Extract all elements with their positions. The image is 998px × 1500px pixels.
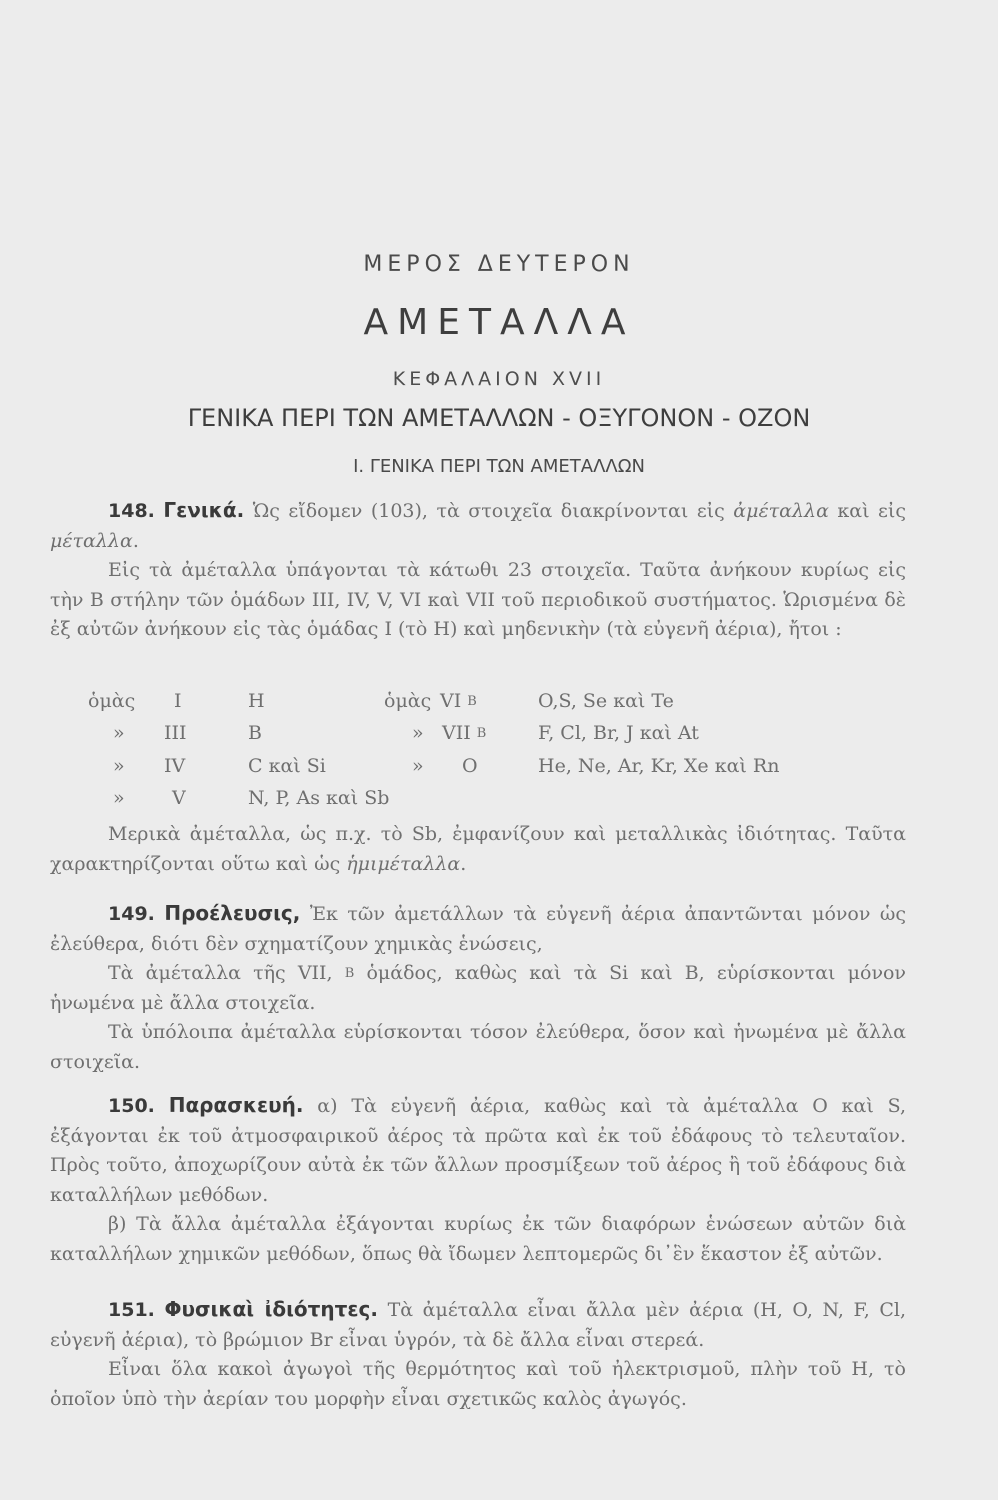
subgroup-letter: B	[344, 966, 355, 982]
paragraph-149-3: Τὰ ὑπόλοιπα ἀμέταλλα εὑρίσκονται τόσον ἐλεύθερα, ὅσον καὶ ἡνωμένα μὲ ἄλλα στοιχεῖα.	[50, 1021, 906, 1073]
section-148	[50, 496, 906, 645]
group-number: III	[164, 722, 187, 744]
paragraph-150-2: β) Τὰ ἄλλα ἀμέταλλα ἐξάγονται κυρίως ἐκ τῶν διαφόρων ἑνώσεων αὐτῶν διὰ καταλλήλων χημικῶν μεθόδων, ὅπως θὰ ἴδωμεν λεπτομερῶς δι᾿ἓν ἕκαστον ἐξ αὐτῶν.	[50, 1213, 906, 1265]
text: .	[460, 852, 467, 875]
chapter-title: ΓΕΝΙΚΑ ΠΕΡΙ ΤΩΝ ΑΜΕΤΑΛΛΩΝ - ΟΞΥΓΟΝΟΝ - ΟΖΟΝ	[187, 404, 811, 432]
main-title: ΑΜΕΤΑΛΛΑ	[363, 302, 635, 343]
paragraph-semimetals	[50, 820, 906, 879]
text: α) Τὰ εὐγενῆ ἀέρια, καθὼς καὶ τὰ ἀμέταλλα O καὶ S, ἐξάγονται ἐκ τοῦ ἀτμοσφαιρικοῦ ἀέρος τὰ πρῶτα καὶ ἐκ τοῦ ἐδάφους τὸ τελευταῖον. Πρὸς τοῦτο, ἀποχωρίζουν αὐτὰ ἐκ τῶν ἄλλων προσμίξεων τοῦ ἀέρος ἢ τοῦ ἐδάφους διὰ καταλλήλων μεθόδων.	[50, 1095, 906, 1206]
paragraph-text	[50, 820, 906, 879]
italic-term: μέταλλα	[50, 529, 133, 552]
paragraph-150-1	[50, 1091, 906, 1210]
text: καὶ εἰς	[828, 500, 906, 522]
text: .	[132, 529, 139, 552]
text: Τὰ ἀμέταλλα εἶναι ἄλλα μὲν ἀέρια (H, O, N, F, Cl, εὐγενῆ ἀέρια), τὸ βρώμιον Br εἶναι ὑγρόν, τὰ δὲ ἄλλα εἶναι στερεά.	[50, 1299, 906, 1351]
group-number: I	[174, 690, 182, 712]
section-150	[50, 1091, 906, 1270]
group-elements: N, P, As καὶ Sb	[248, 787, 390, 809]
section-title: Γενικά.	[163, 498, 245, 522]
group-label: »	[113, 755, 125, 777]
text: ὁμάδος, καθὼς καὶ τὰ Si καὶ B, εὑρίσκονται μόνον ἡνωμένα μὲ ἄλλα στοιχεῖα.	[50, 962, 906, 1014]
group-number	[442, 722, 486, 744]
paragraph-151-2: Εἶναι ὅλα κακοὶ ἀγωγοὶ τῆς θερμότητος καὶ τοῦ ἠλεκτρισμοῦ, πλὴν τοῦ H, τὸ ὁποῖον ὑπὸ τὴν ἀερίαν του μορφὴν εἶναι σχετικῶς καλὸς ἀγωγός.	[50, 1358, 906, 1410]
part-heading: ΜΕΡΟΣ ΔΕΥΤΕΡΟΝ	[363, 252, 635, 277]
group-number-text: VII	[442, 722, 471, 744]
section-heading: I. ΓΕΝΙΚΑ ΠΕΡΙ ΤΩΝ ΑΜΕΤΑΛΛΩΝ	[353, 456, 645, 477]
subgroup-letter: B	[476, 726, 487, 741]
group-number: O	[462, 755, 478, 777]
text: Ὡς εἴδομεν (103), τὰ στοιχεῖα διακρίνονται εἰς	[244, 500, 734, 522]
italic-term: ἡμιμέταλλα	[346, 852, 461, 875]
group-number	[440, 690, 477, 712]
section-number: 148.	[108, 500, 155, 522]
paragraph-148-1	[50, 496, 906, 556]
text: Ἐκ τῶν ἀμετάλλων τὰ εὐγενῆ ἀέρια ἀπαντῶνται μόνον ὡς ἐλεύθερα, διότι δὲν σχηματίζουν χημικὰς ἑνώσεις,	[50, 903, 907, 955]
group-number: IV	[164, 755, 186, 777]
group-label: »	[412, 722, 424, 744]
group-label: »	[412, 755, 424, 777]
group-elements: O,S, Se καὶ Te	[538, 690, 674, 712]
group-number: V	[172, 787, 186, 809]
text: Μερικὰ ἀμέταλλα, ὡς π.χ. τὸ Sb, ἐμφανίζουν καὶ μεταλλικὰς ἰδιότητας. Ταῦτα χαρακτηρίζονται οὕτω καὶ ὡς	[50, 823, 906, 875]
group-elements: He, Ne, Ar, Kr, Xe καὶ Rn	[538, 755, 780, 777]
group-label: »	[113, 722, 125, 744]
italic-term: ἀμέταλλα	[733, 500, 829, 522]
group-elements: F, Cl, Br, J καὶ At	[538, 722, 699, 744]
group-elements: C καὶ Si	[248, 755, 326, 777]
group-number-text: VI	[440, 690, 462, 712]
section-151	[50, 1295, 906, 1414]
group-label: ὁμὰς	[88, 690, 136, 712]
paragraph-151-1	[50, 1295, 906, 1355]
paragraph-148-2: Εἰς τὰ ἀμέταλλα ὑπάγονται τὰ κάτωθι 23 στοιχεῖα. Ταῦτα ἀνήκουν κυρίως εἰς τὴν Β στήλην τῶν ὁμάδων III, IV, V, VI καὶ VII τοῦ περιοδικοῦ συστήματος. Ὡρισμένα δὲ ἐξ αὐτῶν ἀνήκουν εἰς τὰς ὁμάδας I (τὸ Η) καὶ μηδενικὴν (τὰ εὐγενῆ ἀέρια), ἤτοι :	[50, 559, 906, 641]
section-number: 150.	[108, 1095, 155, 1117]
section-title: Φυσικαὶ ἰδιότητες.	[164, 1297, 378, 1321]
text: Τὰ ἀμέταλλα τῆς VII,	[108, 962, 333, 985]
section-149	[50, 899, 906, 1078]
group-elements: B	[248, 722, 262, 744]
group-label: »	[113, 787, 125, 809]
chapter-heading: ΚΕΦΑΛΑΙΟΝ XVII	[392, 368, 606, 390]
section-title: Παρασκευή.	[168, 1093, 304, 1117]
section-title: Προέλευσις,	[164, 901, 301, 925]
section-number: 151.	[108, 1299, 155, 1321]
subgroup-letter: B	[467, 694, 477, 709]
group-label: ὁμὰς	[384, 690, 432, 712]
paragraph-149-1	[50, 899, 906, 959]
section-number: 149.	[108, 903, 155, 925]
group-elements: H	[248, 690, 265, 712]
group-row	[88, 690, 135, 712]
paragraph-149-2	[50, 959, 906, 1018]
